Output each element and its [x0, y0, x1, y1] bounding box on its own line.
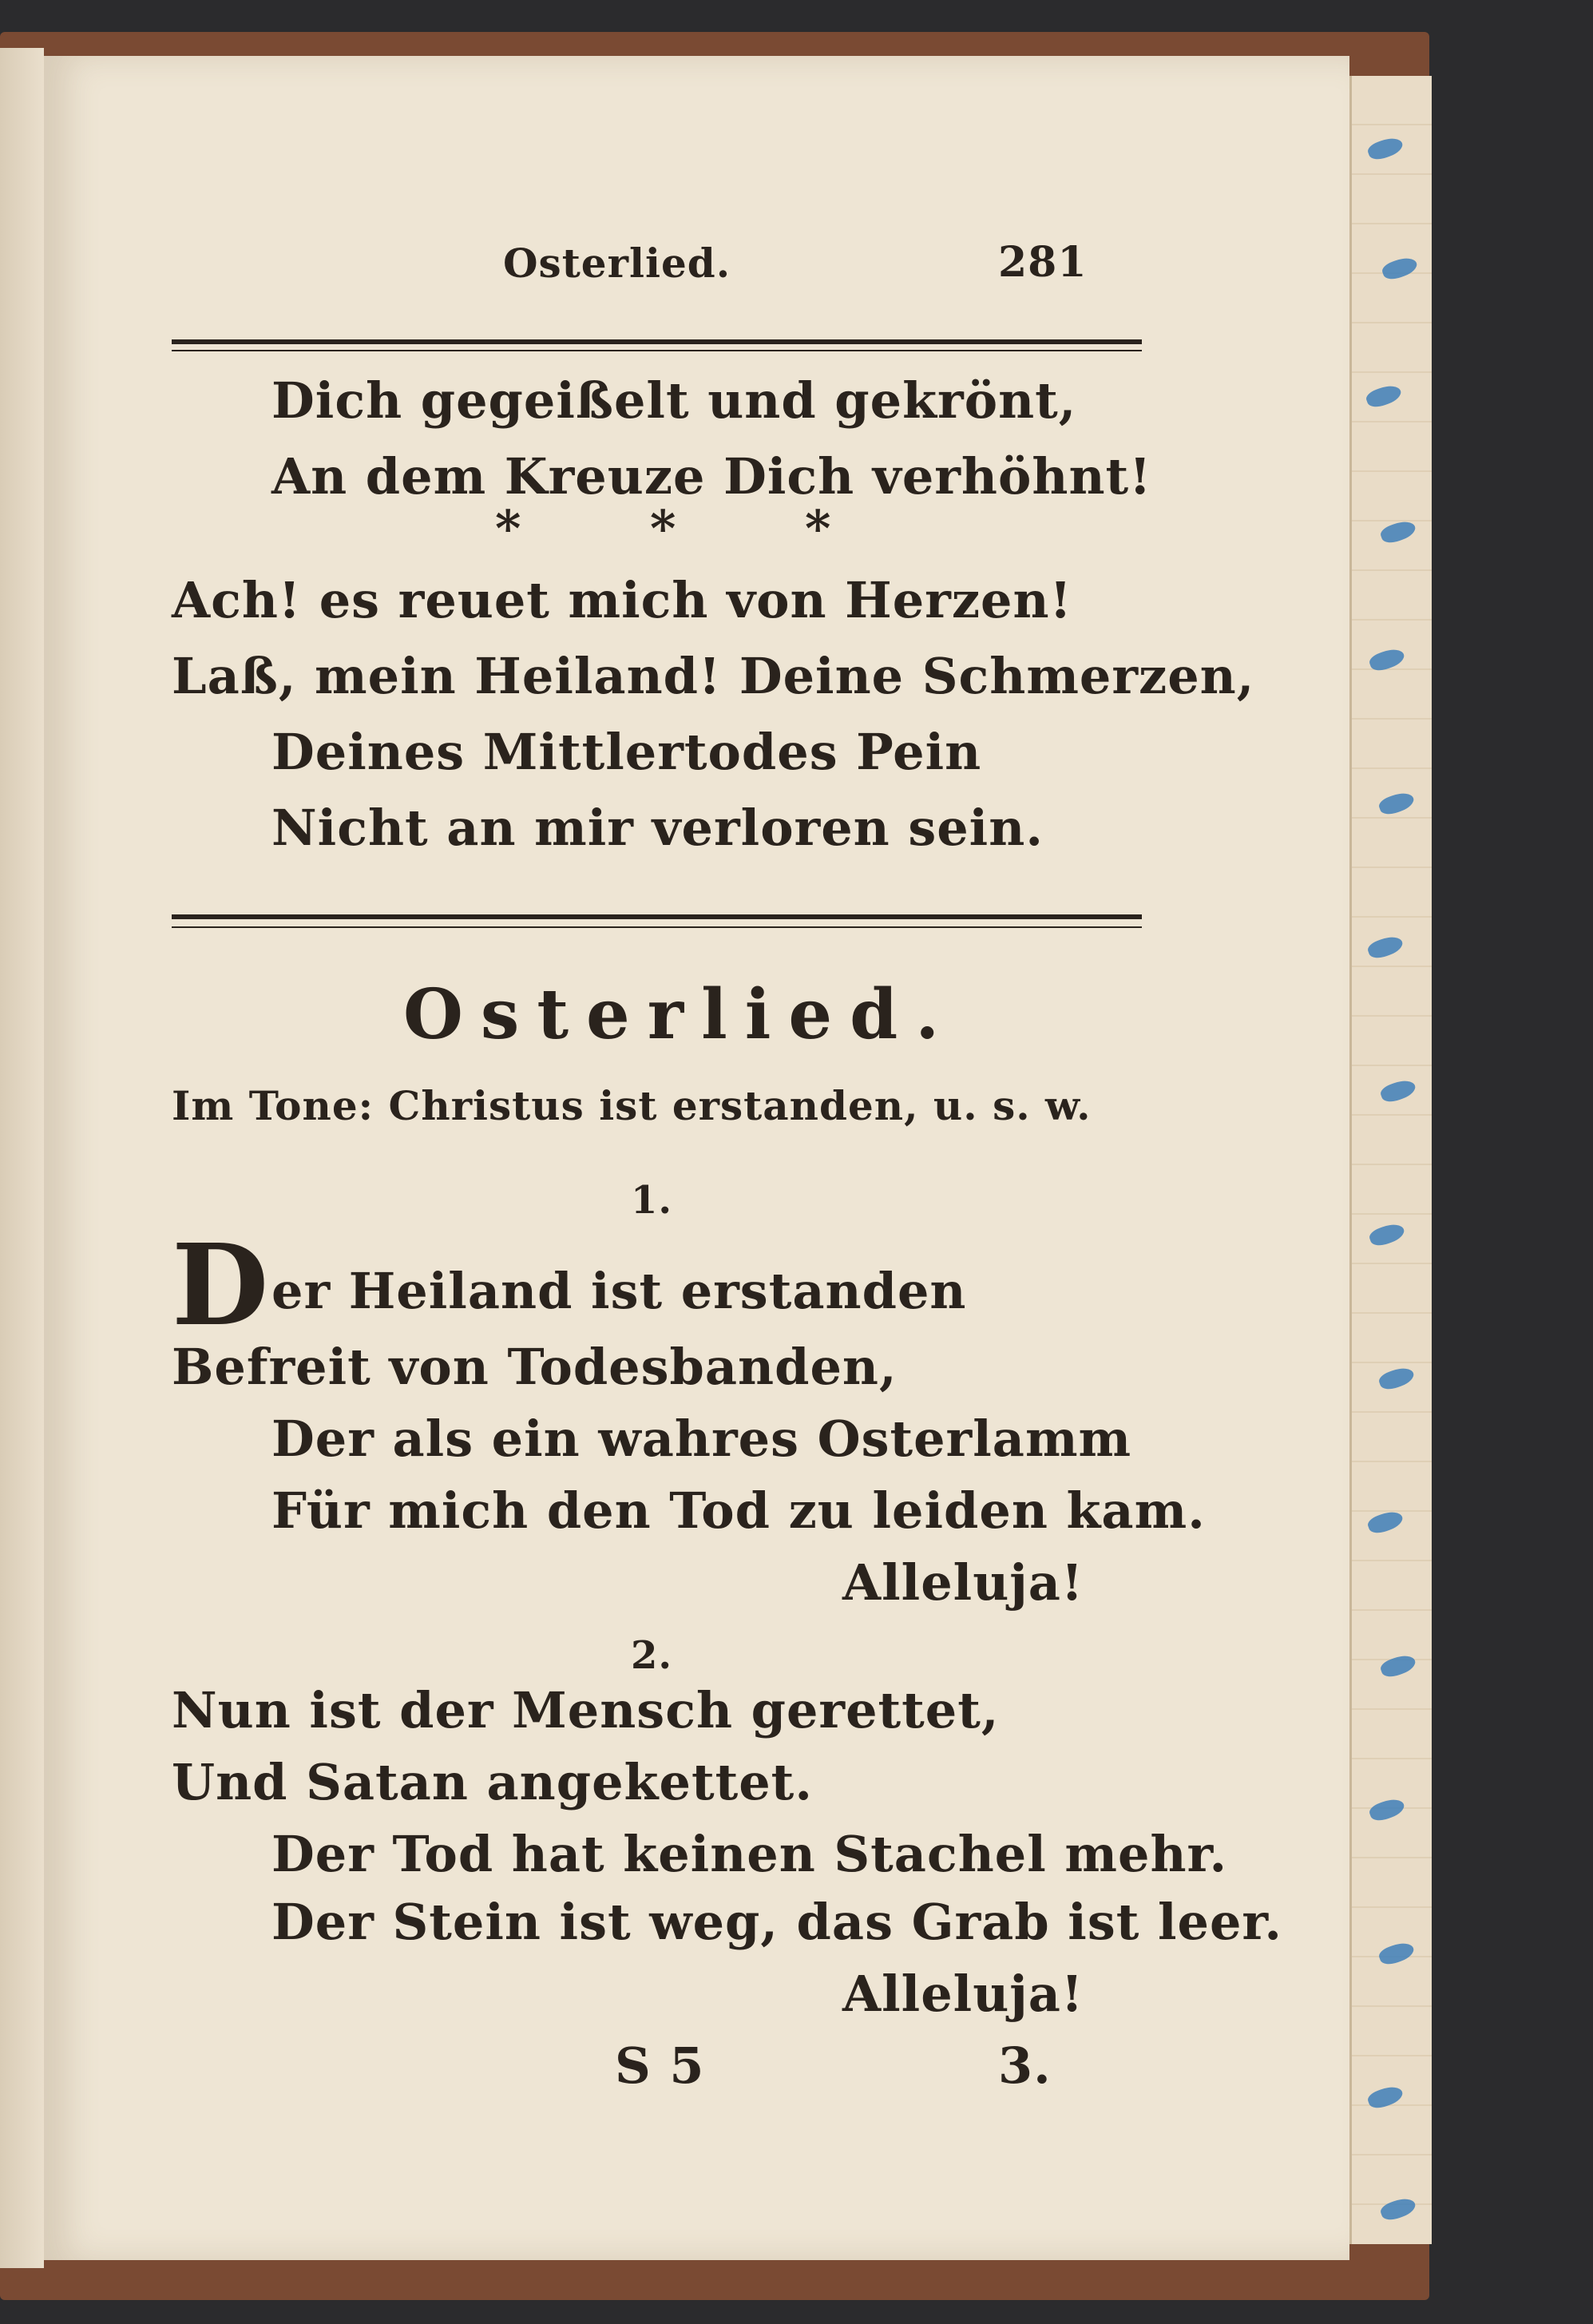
refrain: Alleluja! [842, 1553, 1084, 1612]
stanza-number: 1. [631, 1178, 673, 1223]
stanza-number: 2. [631, 1633, 673, 1678]
page-number: 281 [998, 238, 1088, 287]
marbling-mark [1379, 2195, 1418, 2223]
marbling-mark [1368, 645, 1407, 674]
page-text [44, 56, 1349, 2260]
verse-line: Der Stein ist weg, das Grab ist leer. [271, 1893, 1282, 1951]
marbling-mark [1366, 1508, 1405, 1537]
marbling-mark [1366, 2083, 1405, 2112]
verse-line: Nicht an mir verloren sein. [271, 799, 1044, 857]
marbling-mark [1368, 1220, 1407, 1249]
section-rule-thin [172, 926, 1142, 928]
refrain: Alleluja! [842, 1965, 1084, 2023]
page-block-edge [1349, 76, 1432, 2244]
marbling-mark [1366, 134, 1405, 163]
marbling-mark [1366, 933, 1405, 962]
verse-line: Laß, mein Heiland! Deine Schmerzen, [172, 647, 1255, 705]
verse-line: Nun ist der Mensch gerettet, [172, 1681, 1000, 1739]
hymn-title: Osterlied. [403, 974, 957, 1055]
verse-line: Für mich den Tod zu leiden kam. [271, 1481, 1206, 1540]
marbling-mark [1368, 1795, 1407, 1824]
header-rule [172, 339, 1142, 344]
verse-line: Und Satan angekettet. [172, 1753, 813, 1811]
facing-page-edge [0, 48, 44, 2268]
marbling-mark [1365, 382, 1404, 410]
header-rule-thin [172, 350, 1142, 351]
running-header: Osterlied. [503, 240, 731, 287]
verse-line: Befreit von Todesbanden, [172, 1338, 898, 1396]
verse-line: An dem Kreuze Dich verhöhnt! [271, 447, 1152, 506]
marbling-mark [1377, 1364, 1417, 1393]
section-rule [172, 914, 1142, 919]
verse-line: er Heiland ist erstanden [271, 1262, 967, 1320]
marbling-mark [1377, 789, 1417, 818]
verse-line: Dich gegeißelt und gekrönt, [271, 371, 1077, 430]
tune-indication: Im Tone: Christus ist erstanden, u. s. w. [172, 1082, 1092, 1129]
book-page [44, 56, 1349, 2260]
asterisks-divider: * * * [495, 499, 887, 557]
signature-mark: S 5 [615, 2036, 705, 2095]
marbling-mark [1379, 1077, 1418, 1105]
verse-line: Ach! es reuet mich von Herzen! [172, 571, 1072, 629]
marbling-mark [1381, 254, 1420, 283]
catchword: 3. [998, 2036, 1052, 2095]
drop-cap: D [172, 1220, 270, 1351]
marbling-mark [1377, 1939, 1417, 1968]
marbling-mark [1379, 1652, 1418, 1680]
marbling-mark [1379, 518, 1418, 546]
verse-line: Deines Mittlertodes Pein [271, 723, 982, 781]
verse-line: Der als ein wahres Osterlamm [271, 1410, 1132, 1468]
verse-line: Der Tod hat keinen Stachel mehr. [271, 1825, 1228, 1883]
